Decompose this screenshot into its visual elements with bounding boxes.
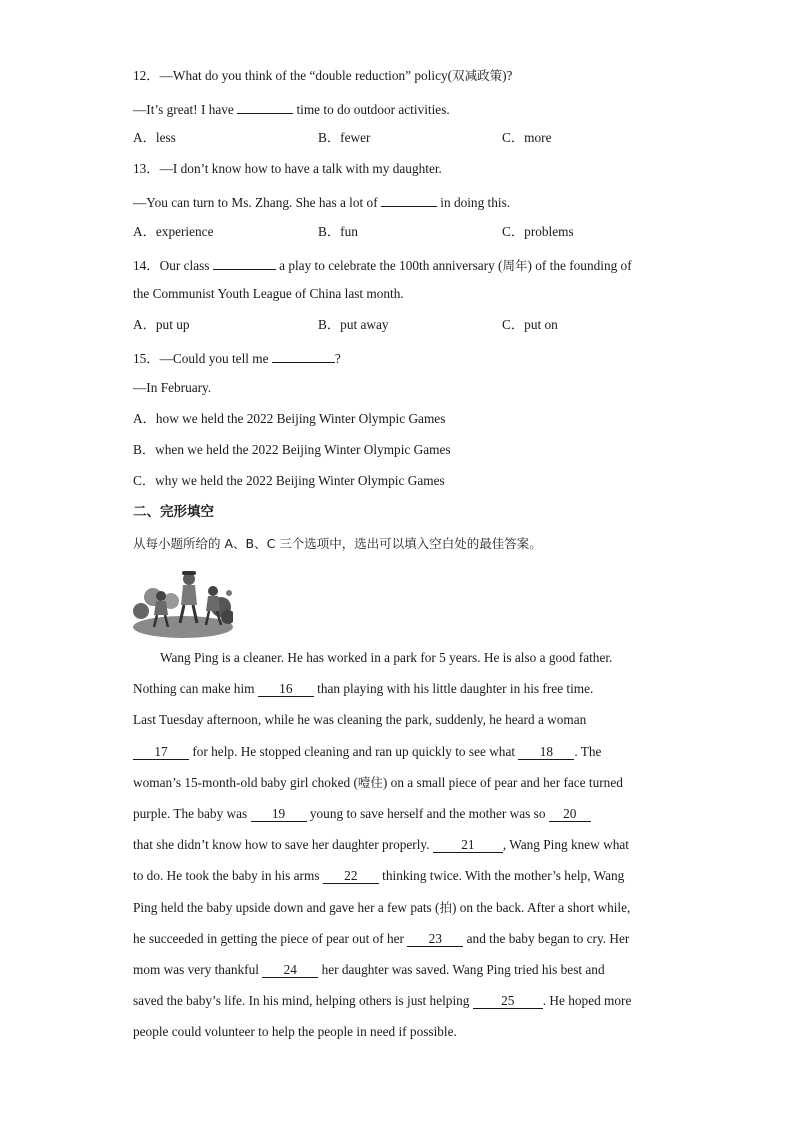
q13-option-b[interactable]: B．fun bbox=[318, 224, 358, 239]
passage-line: to do. He took the baby in his arms 22 thinking twice. With the mother’s help, Wang bbox=[133, 868, 625, 883]
blank-23[interactable]: 23 bbox=[407, 931, 463, 947]
q15-stem: 15．—Could you tell me ? bbox=[133, 348, 341, 367]
q12-stem: 12．—What do you think of the “double reduction” policy(双减政策)? bbox=[133, 68, 513, 83]
section-title: 二、完形填空 bbox=[133, 504, 214, 520]
q12-option-c[interactable]: C．more bbox=[502, 130, 552, 145]
blank-17[interactable]: 17 bbox=[133, 744, 189, 760]
q14-option-b[interactable]: B．put away bbox=[318, 317, 389, 332]
blank-24[interactable]: 24 bbox=[262, 962, 318, 978]
answer-blank bbox=[213, 255, 276, 270]
blank-20[interactable]: 20 bbox=[549, 806, 591, 822]
q15-option-b[interactable]: B．when we held the 2022 Beijing Winter Olympic Games bbox=[133, 442, 451, 457]
people-walking-illustration bbox=[133, 567, 233, 639]
answer-blank bbox=[237, 99, 293, 114]
passage-line: Wang Ping is a cleaner. He has worked in a park for 5 years. He is also a good father. bbox=[160, 650, 613, 665]
blank-25[interactable]: 25 bbox=[473, 993, 543, 1009]
q15-reply: —In February. bbox=[133, 380, 212, 395]
q13-reply: —You can turn to Ms. Zhang. She has a lot of in doing this. bbox=[133, 192, 510, 211]
blank-19[interactable]: 19 bbox=[251, 806, 307, 822]
passage-line: he succeeded in getting the piece of pear out of her 23 and the baby began to cry. Her bbox=[133, 931, 630, 946]
answer-blank bbox=[272, 348, 335, 363]
passage-line: people could volunteer to help the people in need if possible. bbox=[133, 1024, 457, 1039]
passage-line: Last Tuesday afternoon, while he was cleaning the park, suddenly, he heard a woman bbox=[133, 712, 587, 727]
passage-line: Nothing can make him 16 than playing with his little daughter in his free time. bbox=[133, 681, 594, 696]
q12-reply: —It’s great! I have time to do outdoor activities. bbox=[133, 99, 450, 118]
q12-option-a[interactable]: A．less bbox=[133, 130, 176, 145]
section-instruction: 从每小题所给的 A、B、C 三个选项中，选出可以填入空白处的最佳答案。 bbox=[133, 536, 542, 551]
passage-line: woman’s 15-month-old baby girl choked (噎住) on a small piece of pear and her face turned bbox=[133, 775, 623, 790]
blank-22[interactable]: 22 bbox=[323, 868, 379, 884]
q14-option-a[interactable]: A．put up bbox=[133, 317, 190, 332]
blank-18[interactable]: 18 bbox=[518, 744, 574, 760]
passage-line: purple. The baby was 19 young to save herself and the mother was so 20 bbox=[133, 806, 591, 822]
passage-line: that she didn’t know how to save her daughter properly. 21 , Wang Ping knew what bbox=[133, 837, 629, 852]
q14-stem: 14．Our class a play to celebrate the 100th anniversary (周年) of the founding of bbox=[133, 255, 632, 274]
blank-16[interactable]: 16 bbox=[258, 681, 314, 697]
q13-option-a[interactable]: A．experience bbox=[133, 224, 214, 239]
passage-line: Ping held the baby upside down and gave her a few pats (拍) on the back. After a short while, bbox=[133, 900, 631, 915]
q13-stem: 13．—I don’t know how to have a talk with my daughter. bbox=[133, 161, 442, 176]
q12-option-b[interactable]: B．fewer bbox=[318, 130, 371, 145]
blank-21[interactable]: 21 bbox=[433, 837, 503, 853]
q14-option-c[interactable]: C．put on bbox=[502, 317, 558, 332]
q15-option-c[interactable]: C．why we held the 2022 Beijing Winter Olympic Games bbox=[133, 473, 445, 488]
passage-line: 17 for help. He stopped cleaning and ran up quickly to see what 18 . The bbox=[133, 744, 601, 760]
passage-line: saved the baby’s life. In his mind, helping others is just helping 25 . He hoped more bbox=[133, 993, 632, 1008]
q13-option-c[interactable]: C．problems bbox=[502, 224, 574, 239]
q14-stem-line2: the Communist Youth League of China last month. bbox=[133, 286, 404, 301]
answer-blank bbox=[381, 192, 437, 207]
q15-option-a[interactable]: A．how we held the 2022 Beijing Winter Olympic Games bbox=[133, 411, 446, 426]
passage-line: mom was very thankful 24 her daughter was saved. Wang Ping tried his best and bbox=[133, 962, 605, 977]
